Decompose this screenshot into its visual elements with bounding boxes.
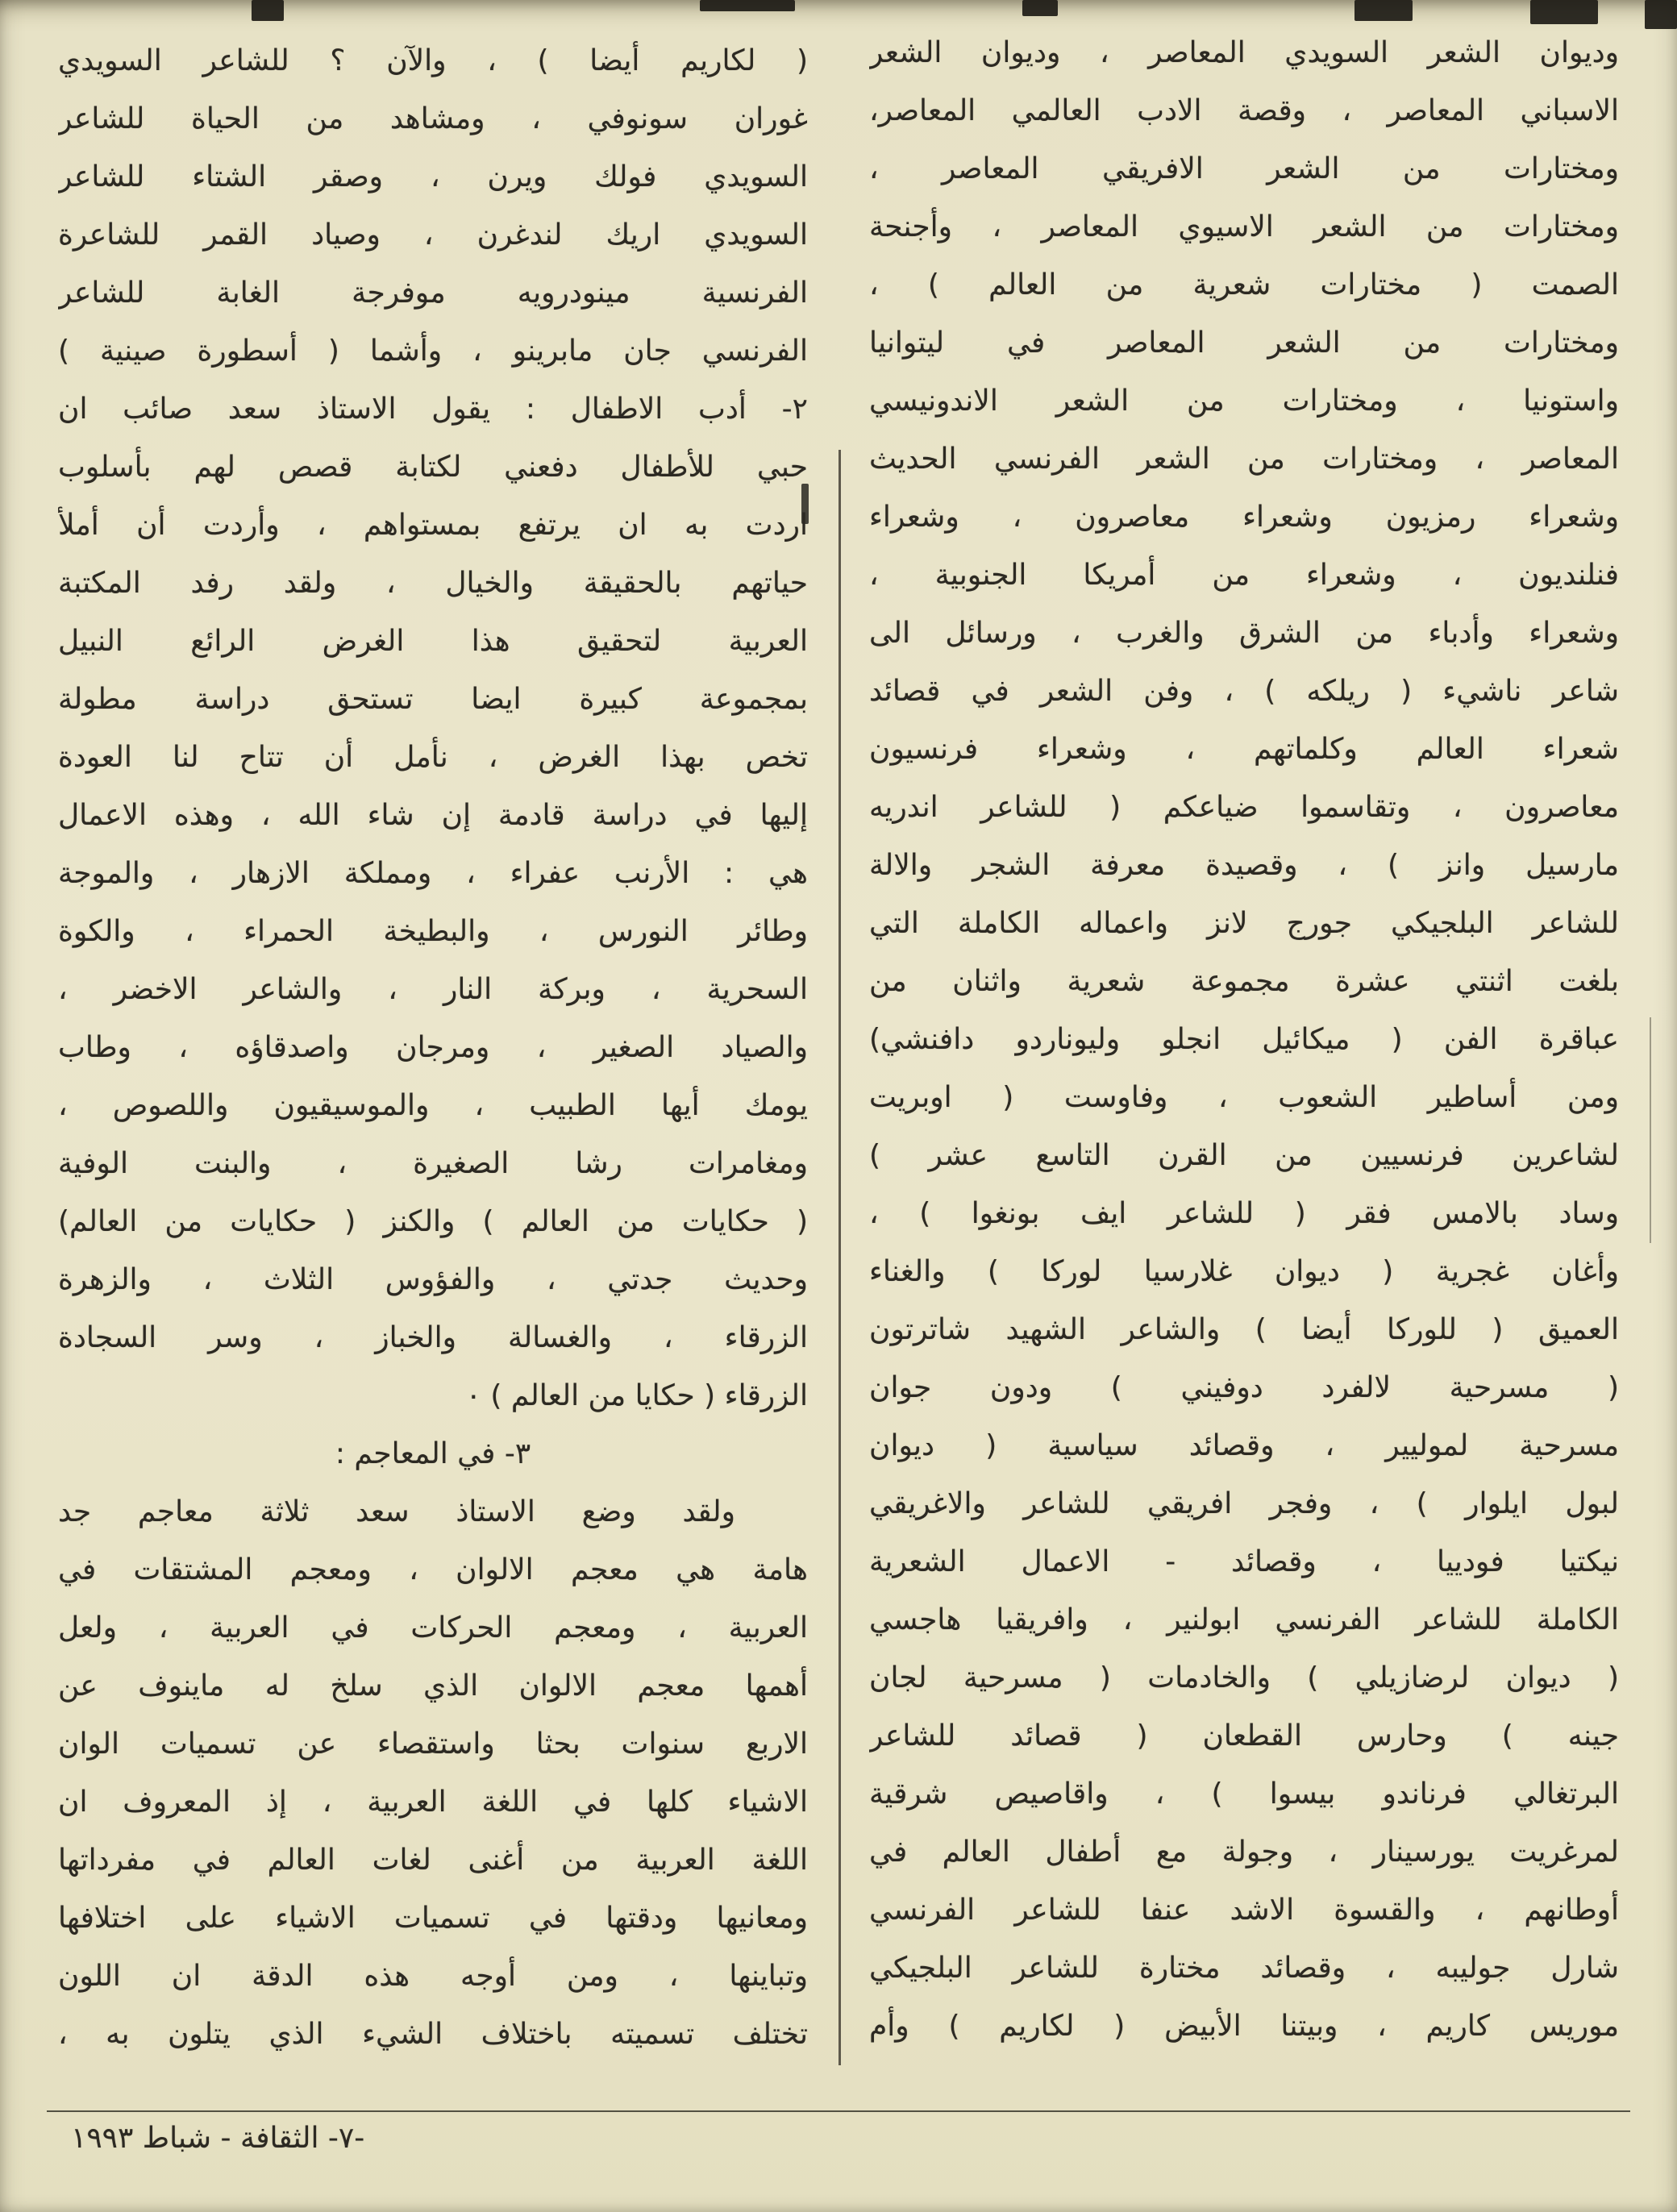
text-line: لشاعرين فرنسيين من القرن التاسع عشر ): [869, 1139, 1619, 1172]
text-line: ولقد وضع الاستاذ سعد ثلاثة معاجم جد: [58, 1495, 735, 1528]
text-line: مسرحية لموليير ، وقصائد سياسية ( ديوان: [869, 1429, 1619, 1462]
page-footer: -٧- الثقافة - شباط ١٩٩٣: [71, 2122, 365, 2155]
text-line: شارل جوليبه ، وقصائد مختارة للشاعر البلجيكي: [869, 1952, 1619, 1985]
text-line: ومختارات من الشعر الافريقي المعاصر ،: [869, 152, 1619, 185]
text-line: معاصرون ، وتقاسموا ضياعكم ( للشاعر اندريه: [869, 791, 1619, 824]
text-line: نيكتيا فودييا ، وقصائد - الاعمال الشعرية: [869, 1545, 1619, 1578]
text-line: عباقرة الفن ( ميكائيل انجلو وليوناردو دافنشي): [869, 1023, 1619, 1056]
text-line: الكاملة للشاعر الفرنسي ابولنير ، وافريقيا هاجسي: [869, 1603, 1619, 1636]
text-line: ٢- أدب الاطفال : يقول الاستاذ سعد صائب ان: [58, 393, 808, 426]
text-line: وأغان غجرية ( ديوان غلارسيا لوركا ) والغناء: [869, 1255, 1619, 1288]
text-line: وساد بالامس فقر ( للشاعر ايف بونغوا ) ،: [869, 1197, 1619, 1230]
text-line: جينه ) وحارس القطعان ( قصائد للشاعر: [869, 1719, 1619, 1753]
text-line: وديوان الشعر السويدي المعاصر ، وديوان الشعر: [869, 36, 1619, 69]
text-line: الزرقاء ( حكايا من العالم ) ٠: [465, 1379, 808, 1412]
footer-rule: [47, 2110, 1630, 2112]
text-line: وطائر النورس ، والبطيخة الحمراء ، والكوة: [58, 915, 808, 948]
text-line: وتباينها ، ومن أوجه هذه الدقة ان اللون: [58, 1960, 808, 1993]
text-line: ومختارات من الشعر الاسيوي المعاصر ، وأجنحة: [869, 210, 1619, 243]
text-line: اردت به ان يرتفع بمستواهم ، وأردت أن أملأ: [58, 509, 808, 542]
text-line: ومن أساطير الشعوب ، وفاوست ( اوبريت: [869, 1081, 1619, 1114]
text-line: ومختارات من الشعر المعاصر في ليتوانيا: [869, 326, 1619, 360]
text-line: لمرغريت يورسينار ، وجولة مع أطفال العالم في: [869, 1836, 1619, 1869]
text-line: تختلف تسميته باختلاف الشيء الذي يتلون به ،: [58, 2018, 808, 2051]
text-line: السحرية ، وبركة النار ، والشاعر الاخضر ،: [58, 973, 808, 1006]
text-line: حبي للأطفال دفعني لكتابة قصص لهم بأسلوب: [58, 451, 808, 484]
text-line: غوران سونوفي ، ومشاهد من الحياة للشاعر: [58, 102, 808, 135]
text-line: ( لكاريم أيضا ) ، والآن ؟ للشاعر السويدي: [58, 44, 808, 77]
text-line: العربية ، ومعجم الحركات في العربية ، ولعل: [58, 1611, 808, 1644]
text-line: أهمها معجم الالوان الذي سلخ له ماينوف عن: [58, 1669, 808, 1703]
text-line: ومغامرات رشا الصغيرة ، والبنت الوفية: [58, 1147, 808, 1180]
text-line: الاربع سنوات بحثا واستقصاء عن تسميات الوان: [58, 1728, 808, 1761]
text-line: هامة هي معجم الالوان ، ومعجم المشتقات في: [58, 1553, 808, 1586]
text-line: بلغت اثنتي عشرة مجموعة شعرية واثنان من: [869, 965, 1619, 998]
text-line: تخص بهذا الغرض ، نأمل أن تتاح لنا العودة: [58, 741, 808, 774]
text-line: مارسيل وانز ) ، وقصيدة معرفة الشجر والالة: [869, 849, 1619, 882]
text-line: وشعراء رمزيون وشعراء معاصرون ، وشعراء: [869, 501, 1619, 534]
text-line: السويدي اريك لندغرن ، وصياد القمر للشاعرة: [58, 218, 808, 252]
text-line: الصمت ( مختارات شعرية من العالم ) ،: [869, 268, 1619, 301]
scan-edge-line: [1650, 1017, 1651, 1243]
scan-artifact: [1354, 0, 1413, 21]
text-line: المعاصر ، ومختارات من الشعر الفرنسي الحديث: [869, 443, 1619, 476]
text-line: شعراء العالم وكلماتهم ، وشعراء فرنسيون: [869, 733, 1619, 766]
text-line: وحديث جدتي ، والفؤوس الثلاث ، والزهرة: [58, 1263, 808, 1296]
text-line: يومك أيها الطبيب ، والموسيقيون واللصوص ،: [58, 1089, 808, 1122]
text-line: الفرنسي جان مابرينو ، وأشما ( أسطورة صينية ): [58, 335, 808, 368]
text-line: ( حكايات من العالم ) والكنز ( حكايات من العالم): [58, 1205, 808, 1238]
scan-artifact: [252, 0, 284, 21]
text-line: والصياد الصغير ، ومرجان واصدقاؤه ، وطاب: [58, 1031, 808, 1064]
text-line: لبول ايلوار ) ، وفجر افريقي للشاعر والاغريقي: [869, 1487, 1619, 1520]
text-line: حياتهم بالحقيقة والخيال ، ولقد رفد المكتبة: [58, 567, 808, 600]
text-line: البرتغالي فرناندو بيسوا ) ، واقاصيص شرقية: [869, 1778, 1619, 1811]
text-line: الفرنسية مينودرويه موفرجة الغابة للشاعر: [58, 276, 808, 310]
text-line: ( ديوان لرضازيلي ) والخادمات ( مسرحية لجان: [869, 1661, 1619, 1694]
text-line: الاسباني المعاصر ، وقصة الادب العالمي المعاصر،: [869, 94, 1619, 127]
text-line: العربية لتحقيق هذا الغرض الرائع النبيل: [58, 625, 808, 658]
text-line: موريس كاريم ، وبيتنا الأبيض ( لكاريم ) وأم: [869, 2010, 1619, 2043]
scan-artifact: [1645, 0, 1677, 29]
text-line: فنلنديون ، وشعراء من أمريكا الجنوبية ،: [869, 559, 1619, 592]
text-line: وشعراء وأدباء من الشرق والغرب ، ورسائل الى: [869, 617, 1619, 650]
scan-artifact: [700, 0, 795, 11]
text-line: ٣- في المعاجم :: [335, 1437, 531, 1470]
text-line: شاعر ناشيء ( ريلكه ) ، وفن الشعر في قصائد: [869, 675, 1619, 708]
text-line: ( مسرحية لالفرد دوفيني ) ودون جوان: [869, 1371, 1619, 1404]
column-divider-rule: [838, 450, 841, 2065]
text-line: إليها في دراسة قادمة إن شاء الله ، وهذه الاعمال: [58, 799, 808, 832]
text-line: اللغة العربية من أغنى لغات العالم في مفرداتها: [58, 1844, 808, 1877]
text-line: العميق ( للوركا أيضا ) والشاعر الشهيد شاترتون: [869, 1313, 1619, 1346]
text-line: ومعانيها ودقتها في تسميات الاشياء على اختلافها: [58, 1902, 808, 1935]
scan-artifact: [1530, 0, 1598, 24]
text-line: السويدي فولك ويرن ، وصقر الشتاء للشاعر: [58, 160, 808, 193]
text-line: بمجموعة كبيرة ايضا تستحق دراسة مطولة: [58, 683, 808, 716]
text-line: أوطانهم ، والقسوة الاشد عنفا للشاعر الفرنسي: [869, 1894, 1619, 1927]
text-line: هي : الأرنب عفراء ، ومملكة الازهار ، والموجة: [58, 857, 808, 890]
text-line: واستونيا ، ومختارات من الشعر الاندونيسي: [869, 385, 1619, 418]
text-line: الاشياء كلها في اللغة العربية ، إذ المعروف ان: [58, 1786, 808, 1819]
text-column-left: [58, 32, 808, 2064]
scan-artifact: [1022, 0, 1058, 16]
text-column-right: [869, 24, 1619, 2056]
text-line: للشاعر البلجيكي جورج لانز واعماله الكاملة التي: [869, 907, 1619, 940]
text-line: الزرقاء ، والغسالة والخباز ، وسر السجادة: [58, 1321, 808, 1354]
